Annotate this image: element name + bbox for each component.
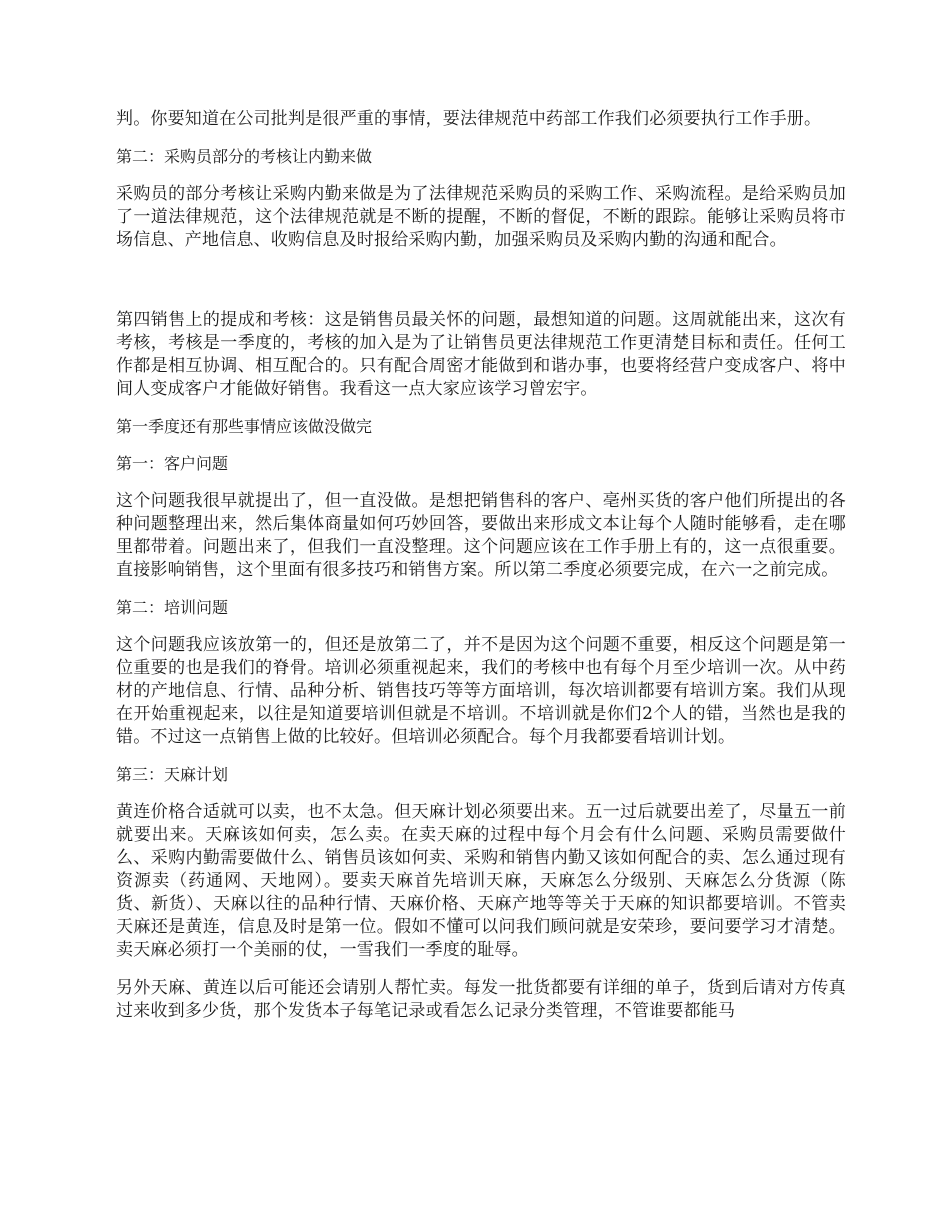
heading-q1-unfinished: 第一季度还有那些事情应该做没做完 [116, 417, 373, 436]
document-body [116, 108, 846, 1038]
paragraph-tianma-plan: 黄连价格合适就可以卖，也不太急。但天麻计划必须要出来。五一过后就要出差了，尽量五一前就要出来。天麻该如何卖，怎么卖。在卖天麻的过程中每个月会有什么问题、采购员需要做什么、采购内勤需要做什么、销售员该如何卖、采购和销售内勤又该如何配合的卖、怎么通过现有资源卖（药通网、天地网）。要卖天麻首先培训天麻，天麻怎么分级别、天麻怎么分货源（陈货、新货）、天麻以往的品种行情、天麻价格、天麻产地等等关于天麻的知识都要培训。不管卖天麻还是黄连，信息及时是第一位。假如不懂可以问我们顾问就是安荣珍，要问要学习才清楚。卖天麻必须打一个美丽的仗，一雪我们一季度的耻辱。 [116, 802, 846, 960]
heading-customer-issues: 第一：客户问题 [116, 454, 229, 473]
paragraph-shipping-records: 另外天麻、黄连以后可能还会请别人帮忙卖。每发一批货都要有详细的单子，货到后请对方传真过来收到多少货，那个发货本子每笔记录或看怎么记录分类管理，不管谁要都能马 [116, 978, 846, 1021]
paragraph-criticism-continued: 判。你要知道在公司批判是很严重的事情，要法律规范中药部工作我们必须要执行工作手册。 [116, 109, 822, 129]
heading-purchaser-assessment: 第二：采购员部分的考核让内勤来做 [116, 147, 373, 166]
paragraph-sales-commission: 第四销售上的提成和考核：这是销售员最关怀的问题，最想知道的问题。这周就能出来，这次有考核，考核是一季度的，考核的加入是为了让销售员更法律规范工作更清楚目标和责任。任何工作都是相互协调、相互配合的。只有配合周密才能做到和谐办事，也要将经营户变成客户、将中间人变成客户才能做好销售。我看这一点大家应该学习曾宏宇。 [116, 310, 846, 399]
spacer [116, 267, 846, 309]
heading-tianma-plan: 第三：天麻计划 [116, 765, 229, 784]
paragraph-purchaser-assessment: 采购员的部分考核让采购内勤来做是为了法律规范采购员的采购工作、采购流程。是给采购员加了一道法律规范，这个法律规范就是不断的提醒，不断的督促，不断的跟踪。能够让采购员将市场信息、产地信息、收购信息及时报给采购内勤，加强采购员及采购内勤的沟通和配合。 [116, 184, 846, 250]
paragraph-customer-issues: 这个问题我很早就提出了，但一直没做。是想把销售科的客户、亳州买货的客户他们所提出的各种问题整理出来，然后集体商量如何巧妙回答，要做出来形成文本让每个人随时能够看，走在哪里都带着。问题出来了，但我们一直没整理。这个问题应该在工作手册上有的，这一点很重要。直接影响销售，这个里面有很多技巧和销售方案。所以第二季度必须要完成，在六一之前完成。 [116, 491, 846, 580]
paragraph-training-issues: 这个问题我应该放第一的，但还是放第二了，并不是因为这个问题不重要，相反这个问题是第一位重要的也是我们的脊骨。培训必须重视起来，我们的考核中也有每个月至少培训一次。从中药材的产地信息、行情、品种分析、销售技巧等等方面培训，每次培训都要有培训方案。我们从现在开始重视起来，以往是知道要培训但就是不培训。不培训就是你们2个人的错，当然也是我的错。不过这一点销售上做的比较好。但培训必须配合。每个月我都要看培训计划。 [116, 635, 846, 747]
heading-training-issues: 第二：培训问题 [116, 598, 229, 617]
